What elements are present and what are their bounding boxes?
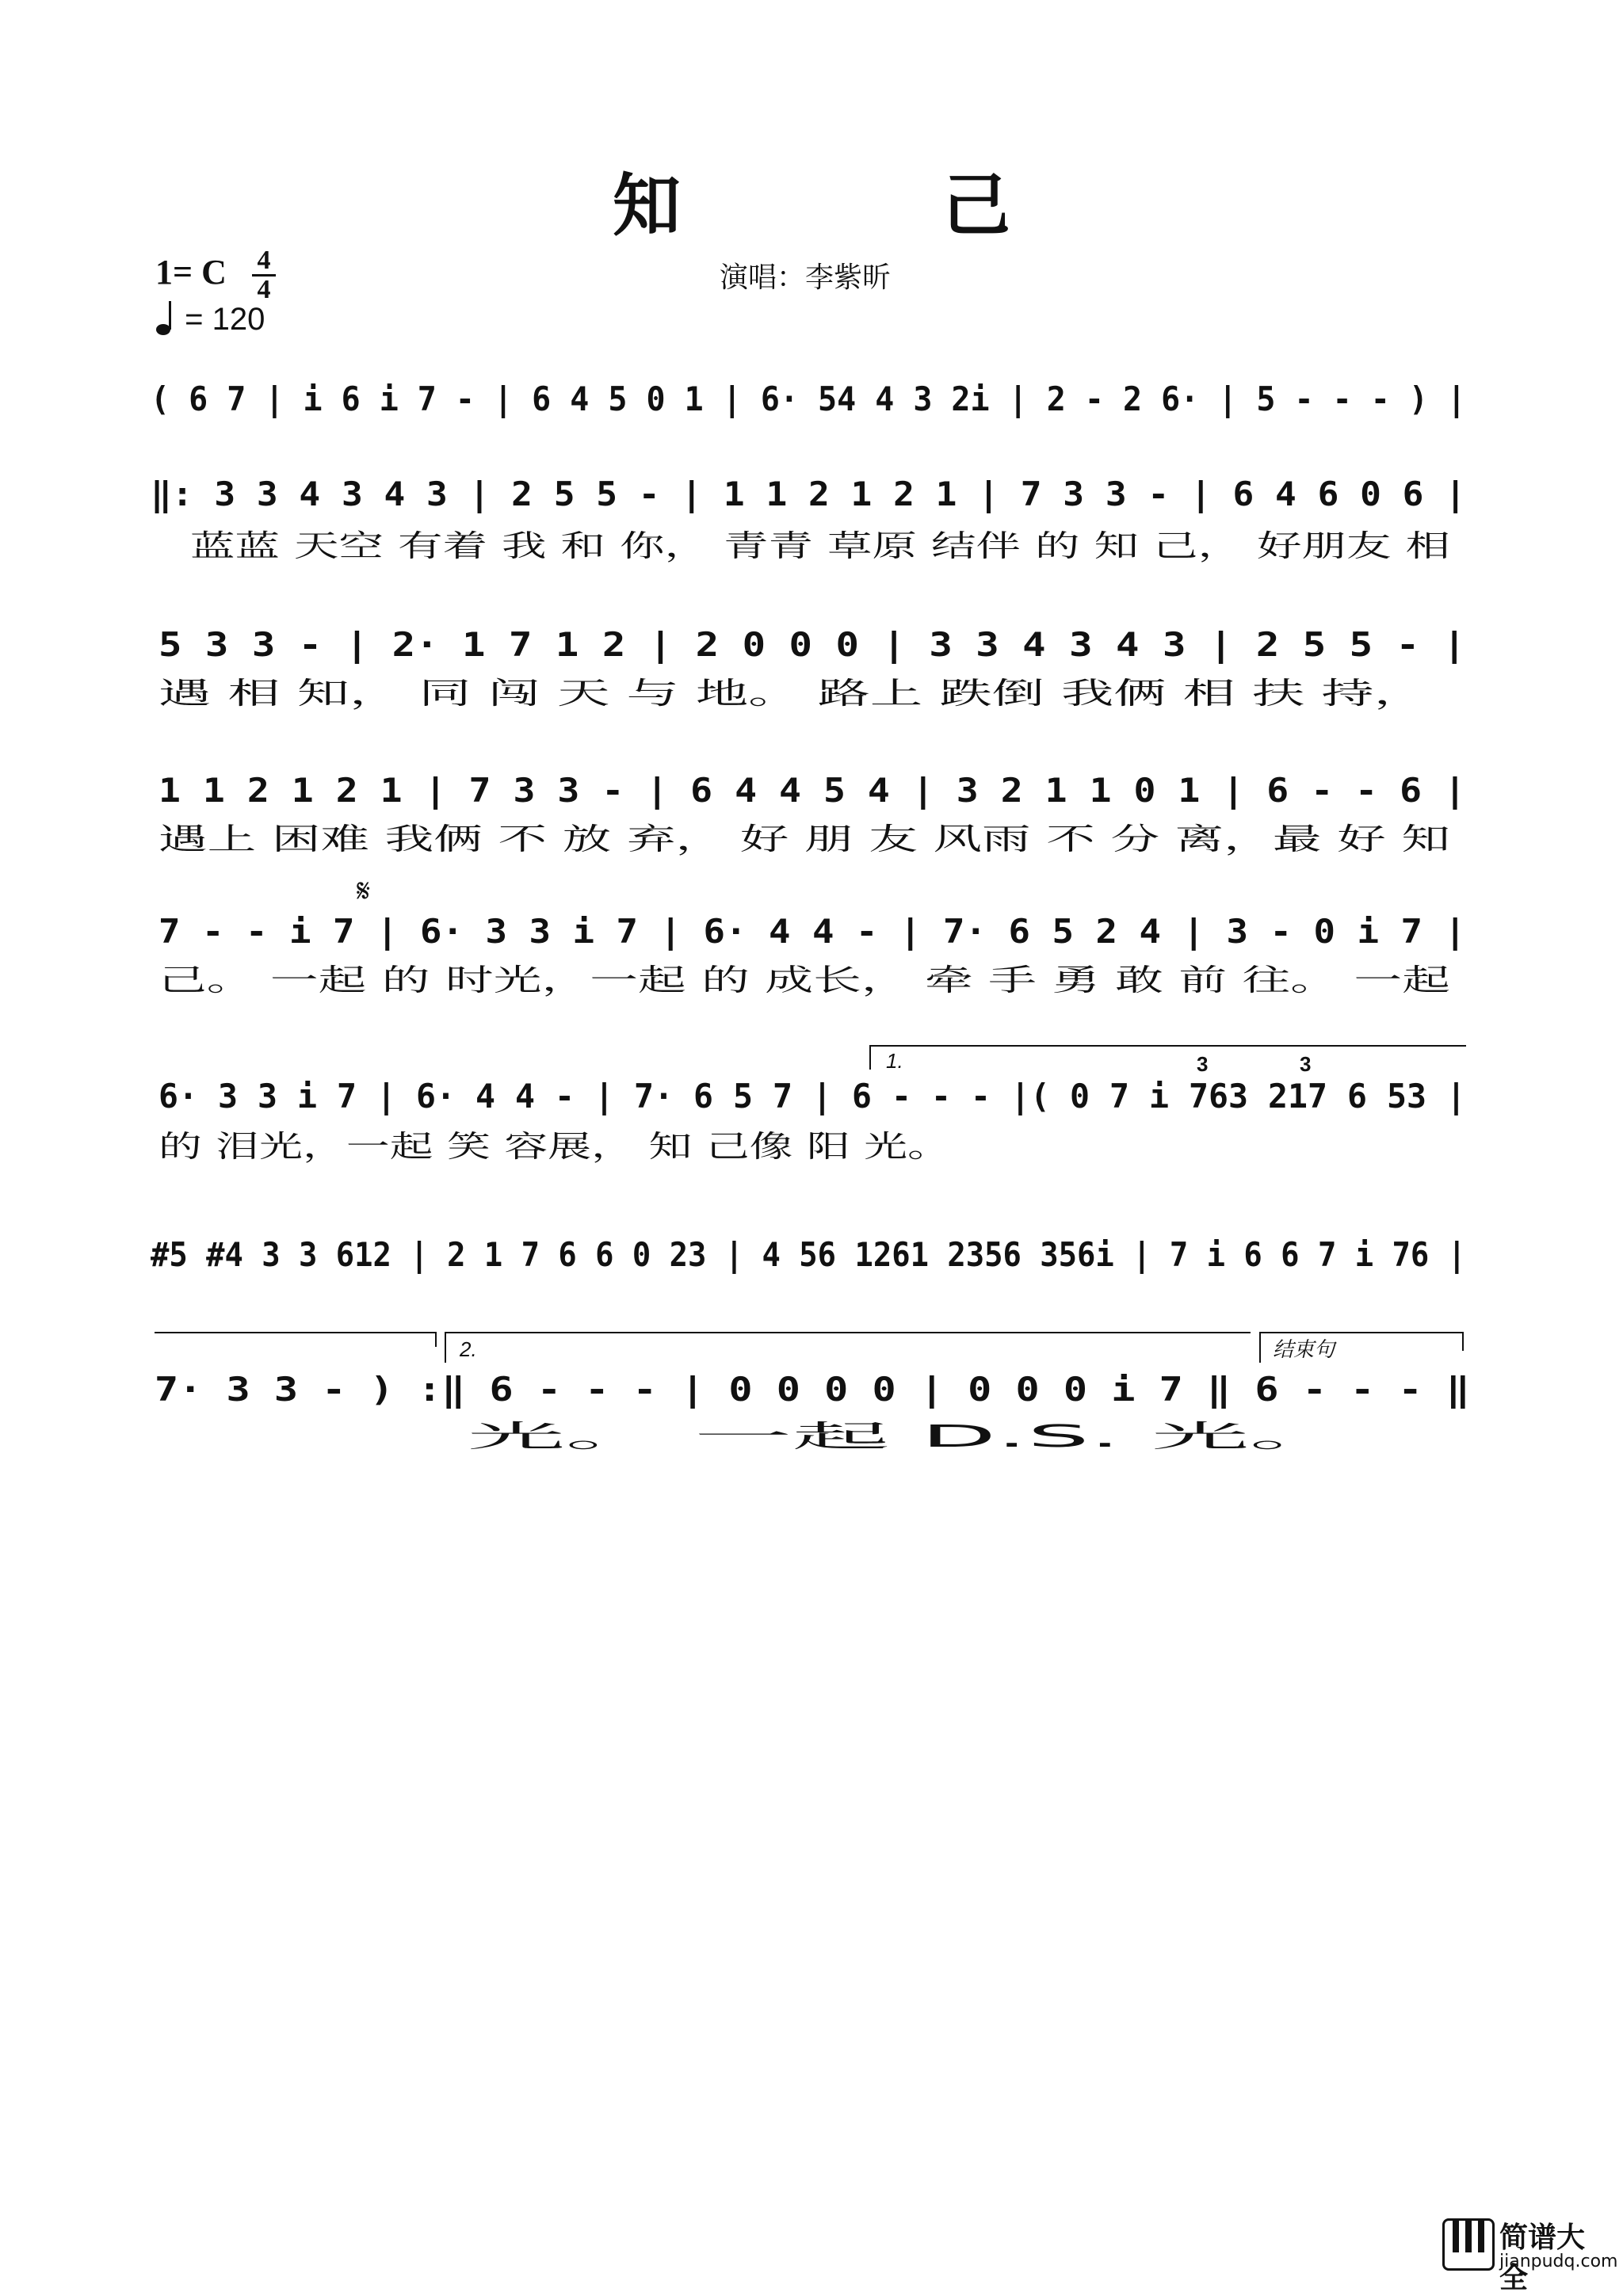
score-row-8-notes: 7· 3 3 - ) :‖ 6 - - - | 0 0 0 0 | 0 0 0 i 7 ‖ 6 - - - ‖	[155, 1370, 1470, 1409]
piano-keys-icon	[1442, 2218, 1495, 2271]
score-row-4-lyrics: 遇上 困难 我俩 不 放 弃， 好 朋 友 风雨 不 分 离，最 好 知	[158, 822, 1450, 856]
score-row-2-notes: ‖: 3 3 4 3 4 3 | 2 5 5 - | 1 1 2 1 2 1 | 7 3 3 - | 6 4 6 0 6 |	[151, 475, 1466, 513]
score-row-5-notes: 7 - - i 7 | 6· 3 3 i 7 | 6· 4 4 - | 7· 6 5 2 4 | 3 - 0 i 7 |	[158, 912, 1466, 951]
time-signature-bottom: 4	[257, 275, 271, 304]
score-row-3-lyrics: 遇 相 知， 同 闯 天 与 地。 路上 跌倒 我俩 相 扶 持，	[158, 676, 1426, 711]
time-signature-top: 4	[257, 246, 271, 275]
singer-credit: 演唱：李紫昕	[720, 261, 892, 294]
volta-1-label: 1.	[886, 1049, 903, 1073]
site-logo	[1442, 2210, 1618, 2294]
score-row-8-lyrics: 光。 一起 D.S. 光。	[468, 1419, 1347, 1454]
ending-label: 结束句	[1273, 1337, 1335, 1361]
score-row-6-lyrics: 的 泪光，一起 笑 容展， 知 己像 阳 光。	[158, 1129, 951, 1164]
score-row-7-notes: #5 #4 3 3 612 | 2 1 7 6 6 0 23 | 4 56 1261 2356 356i | 7 i 6 6 7 i 76 |	[151, 1235, 1466, 1274]
score-row-2-lyrics: 蓝蓝 天空 有着 我 和 你， 青青 草原 结伴 的 知 己， 好朋友 相	[190, 528, 1450, 563]
triplet-mark-1: 3	[1197, 1052, 1209, 1076]
score-row-4-notes: 1 1 2 1 2 1 | 7 3 3 - | 6 4 4 5 4 | 3 2 1 1 0 1 | 6 - - 6 |	[158, 771, 1466, 810]
segno-mark: 𝄋	[357, 873, 371, 910]
volta-2-label: 2.	[460, 1337, 477, 1361]
triplet-mark-2: 3	[1300, 1052, 1312, 1076]
score-row-5-lyrics: 己。 一起 的 时光，一起 的 成长， 牵 手 勇 敢 前 往。 一起	[158, 963, 1450, 997]
score-row-3-notes: 5 3 3 - | 2· 1 7 1 2 | 2 0 0 0 | 3 3 4 3 4 3 | 2 5 5 - |	[158, 625, 1466, 664]
song-title: 知 己	[613, 166, 1129, 246]
volta-1-continuation	[155, 1333, 436, 1347]
tempo-value: = 120	[185, 302, 265, 337]
logo-url: jianpudq.com	[1499, 2252, 1618, 2271]
volta-2-bracket	[445, 1333, 1251, 1363]
key-signature: 1= C	[155, 253, 227, 292]
score-row-1-notes: ( 6 7 | i 6 i 7 - | 6 4 5 0 1 | 6· 54 4 3 2i | 2 - 2 6· | 5 - - - ) |	[151, 379, 1466, 418]
volta-1-bracket	[870, 1046, 1466, 1070]
score-row-6-notes: 6· 3 3 i 7 | 6· 4 4 - | 7· 6 5 7 | 6 - - - |( 0 7 i 763 217 6 53 |	[158, 1077, 1466, 1116]
logo-title: 简谱大全	[1499, 2222, 1586, 2294]
